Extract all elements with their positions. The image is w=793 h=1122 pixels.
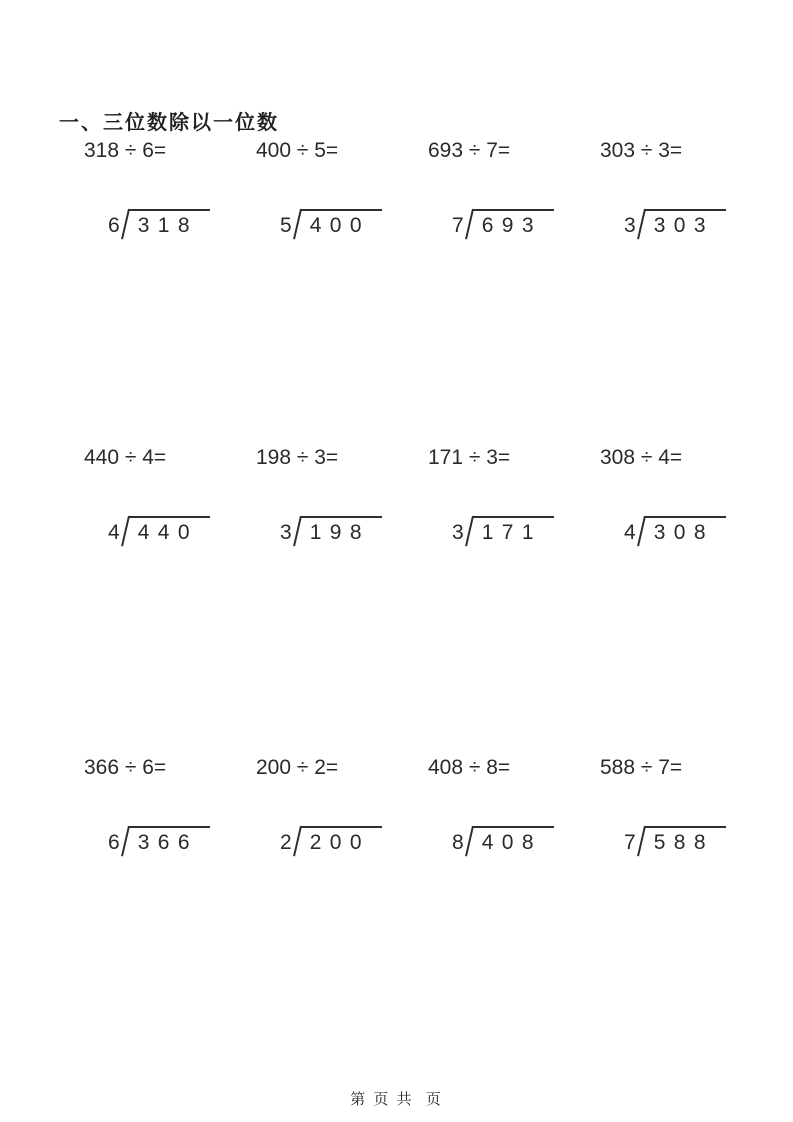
long-division-divisor: 4 [624,521,636,544]
long-division-dividend: 693 [473,209,554,244]
problem-cell [428,757,600,861]
problem-cell [256,447,428,551]
long-division-dividend: 198 [301,516,382,551]
division-equation: 588 ÷ 7= [600,756,683,779]
long-division-dividend: 200 [301,826,382,861]
division-equation: 408 ÷ 8= [428,756,511,779]
problem-row-2 [84,447,784,551]
problem-cell [84,757,256,861]
long-division [108,209,256,244]
problem-row-1 [84,140,784,244]
long-division-divisor: 3 [452,521,464,544]
long-division [624,209,772,244]
problem-cell [600,757,772,861]
long-division-dividend: 366 [129,826,210,861]
long-division-divisor: 2 [280,831,292,854]
division-equation: 198 ÷ 3= [256,446,339,469]
page-footer: 第 页 共 页 [350,1091,443,1108]
division-equation: 303 ÷ 3= [600,139,683,162]
division-equation: 693 ÷ 7= [428,139,511,162]
division-equation: 308 ÷ 4= [600,446,683,469]
division-equation: 318 ÷ 6= [84,139,167,162]
long-division [108,826,256,861]
long-division-dividend: 303 [645,209,726,244]
problem-cell [428,140,600,244]
division-equation: 400 ÷ 5= [256,139,339,162]
long-division-dividend: 588 [645,826,726,861]
long-division [280,209,428,244]
long-division-divisor: 5 [280,214,292,237]
division-equation: 171 ÷ 3= [428,446,511,469]
problem-cell [428,447,600,551]
long-division-divisor: 6 [108,831,120,854]
long-division-dividend: 308 [645,516,726,551]
long-division-divisor: 4 [108,521,120,544]
long-division [624,516,772,551]
division-equation: 440 ÷ 4= [84,446,167,469]
problem-cell [84,447,256,551]
long-division-divisor: 3 [280,521,292,544]
section-title: 一、三位数除以一位数 [59,112,279,134]
long-division [108,516,256,551]
problem-cell [600,447,772,551]
long-division-divisor: 8 [452,831,464,854]
division-equation: 200 ÷ 2= [256,756,339,779]
long-division-dividend: 171 [473,516,554,551]
long-division-divisor: 7 [452,214,464,237]
long-division [452,516,600,551]
problem-cell [256,140,428,244]
problem-cell [256,757,428,861]
long-division-divisor: 7 [624,831,636,854]
long-division-divisor: 3 [624,214,636,237]
long-division [452,209,600,244]
long-division [280,826,428,861]
long-division [280,516,428,551]
problem-row-3 [84,757,784,861]
problem-cell [600,140,772,244]
long-division-dividend: 318 [129,209,210,244]
division-equation: 366 ÷ 6= [84,756,167,779]
long-division-dividend: 400 [301,209,382,244]
long-division [624,826,772,861]
long-division-dividend: 440 [129,516,210,551]
problem-cell [84,140,256,244]
long-division-dividend: 408 [473,826,554,861]
long-division-divisor: 6 [108,214,120,237]
long-division [452,826,600,861]
